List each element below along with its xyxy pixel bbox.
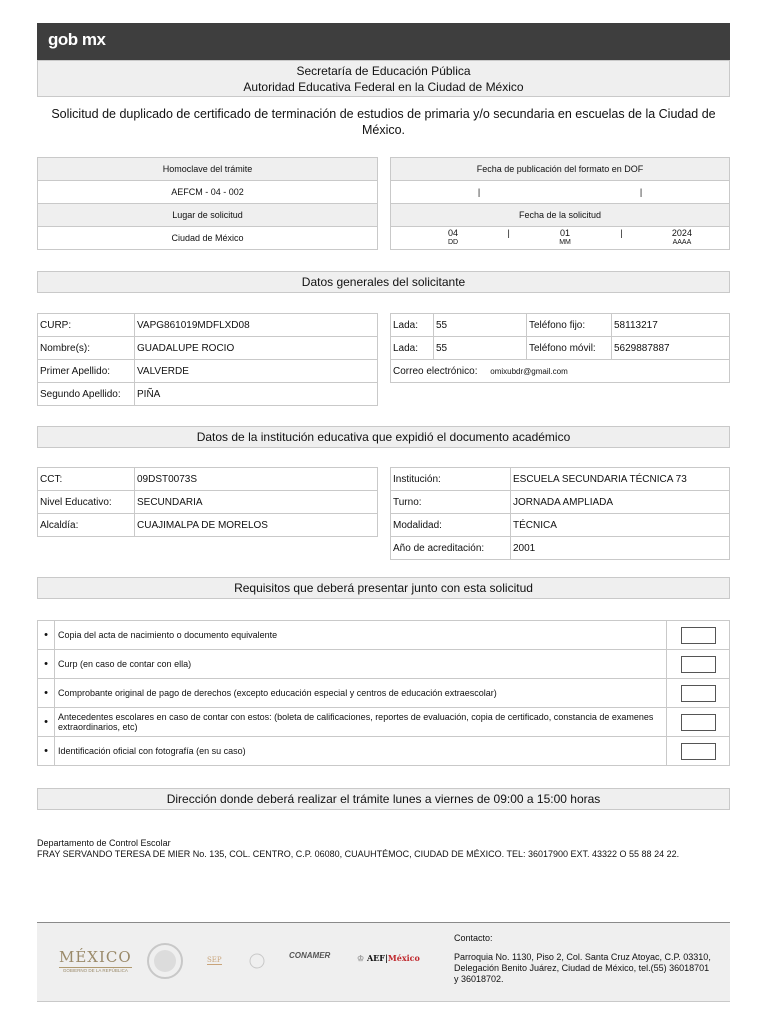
fecha-value [391, 227, 730, 250]
dof-value [391, 181, 730, 204]
fecha-anio: 2024 [671, 228, 692, 238]
requisito-row [38, 650, 730, 679]
bullet: • [38, 737, 55, 766]
institucion-value: ESCUELA SECUNDARIA TÉCNICA 73 [511, 468, 730, 491]
gobmx-logo: gob mx [48, 30, 106, 49]
aef-emblem-icon: ♔ [357, 953, 365, 963]
segundo-apellido-label: Segundo Apellido: [38, 383, 135, 406]
requisito-checkbox[interactable] [681, 685, 716, 702]
modalidad-label: Modalidad: [391, 514, 511, 537]
contact-text: Parroquia No. 1130, Piso 2, Col. Santa Cruz Atoyac, C.P. 03310, Delegación Benito Juárez, Ciudad de México, tel.(55) 36018701 y 36018702. [454, 952, 711, 984]
dof-sep-1: | [477, 187, 481, 197]
direccion-text [37, 838, 730, 860]
bullet: • [38, 621, 55, 650]
header-line2: Autoridad Educativa Federal en la Ciudad de México [243, 80, 524, 94]
alcaldia-value: CUAJIMALPA DE MORELOS [135, 514, 378, 537]
homoclave-label: Homoclave del trámite [38, 158, 378, 181]
aef-text: AEF [366, 953, 385, 963]
lada-movil-label: Lada: [391, 337, 434, 360]
requisito-checkbox[interactable] [681, 627, 716, 644]
fecha-sep-1: | [507, 228, 510, 238]
nombre-label: Nombre(s): [38, 337, 135, 360]
requisito-row [38, 679, 730, 708]
fecha-mm: MM [559, 239, 571, 246]
turno-value: JORNADA AMPLIADA [511, 491, 730, 514]
curp-value: VAPG861019MDFLXD08 [135, 314, 378, 337]
institucion-right-table [390, 467, 730, 560]
tel-movil-value: 5629887887 [612, 337, 730, 360]
nivel-label: Nivel Educativo: [38, 491, 135, 514]
bullet: • [38, 650, 55, 679]
form-title: Solicitud de duplicado de certificado de terminación de estudios de primaria y/o secundaria en escuelas de la Ciudad de México. [51, 107, 716, 137]
fecha-label: Fecha de la solicitud [391, 204, 730, 227]
dof-sep-2: | [639, 187, 643, 197]
lada-movil-value: 55 [434, 337, 527, 360]
gobmx-header-bar [37, 23, 730, 60]
primer-apellido-value: VALVERDE [135, 360, 378, 383]
cct-value: 09DST0073S [135, 468, 378, 491]
aef-mexico-text: México [387, 953, 420, 963]
dof-label: Fecha de publicación del formato en DOF [391, 158, 730, 181]
tel-movil-label: Teléfono móvil: [527, 337, 612, 360]
bullet: • [38, 708, 55, 737]
bullet: • [38, 679, 55, 708]
institucion-left-table [37, 467, 378, 537]
national-seal-icon [145, 941, 185, 981]
lugar-value: Ciudad de México [38, 227, 378, 250]
anio-value: 2001 [511, 537, 730, 560]
section-solicitante: Datos generales del solicitante [37, 271, 730, 293]
anio-label: Año de acreditación: [391, 537, 511, 560]
contact-block [454, 933, 714, 985]
requisito-checkbox[interactable] [681, 743, 716, 760]
mexico-logo [59, 948, 132, 973]
tramite-left-table [37, 157, 378, 250]
lada-fijo-value: 55 [434, 314, 527, 337]
requisito-text: Identificación oficial con fotografía (en su caso) [55, 737, 667, 766]
institution-header [37, 60, 730, 97]
correo-value: omixubdr@gmail.com [490, 366, 568, 376]
curp-label: CURP: [38, 314, 135, 337]
nombre-value: GUADALUPE ROCIO [135, 337, 378, 360]
cct-label: CCT: [38, 468, 135, 491]
mexico-logo-text: MÉXICO [59, 948, 132, 966]
segundo-apellido-value: PIÑA [135, 383, 378, 406]
requisito-text: Curp (en caso de contar con ella) [55, 650, 667, 679]
tel-fijo-label: Teléfono fijo: [527, 314, 612, 337]
requisito-row [38, 621, 730, 650]
lugar-label: Lugar de solicitud [38, 204, 378, 227]
requisito-checkbox[interactable] [681, 656, 716, 673]
section-requisitos: Requisitos que deberá presentar junto con esta solicitud [37, 577, 730, 599]
solicitante-right-table [390, 313, 730, 383]
homoclave-value: AEFCM - 04 - 002 [38, 181, 378, 204]
fecha-sep-2: | [620, 228, 623, 238]
section-direccion: Dirección donde deberá realizar el trámite lunes a viernes de 09:00 a 15:00 horas [37, 788, 730, 810]
institucion-label: Institución: [391, 468, 511, 491]
modalidad-value: TÉCNICA [511, 514, 730, 537]
footer [37, 922, 730, 1002]
requisito-text: Copia del acta de nacimiento o documento equivalente [55, 621, 667, 650]
contact-label: Contacto: [454, 933, 493, 943]
tramite-right-table [390, 157, 730, 250]
header-line1: Secretaría de Educación Pública [296, 64, 471, 78]
direccion-line1: Departamento de Control Escolar [37, 838, 171, 848]
correo-row [391, 360, 730, 383]
requisito-row [38, 737, 730, 766]
primer-apellido-label: Primer Apellido: [38, 360, 135, 383]
alcaldia-label: Alcaldía: [38, 514, 135, 537]
requisito-checkbox[interactable] [681, 714, 716, 731]
sep-logo: SEP [207, 956, 222, 964]
solicitante-left-table [37, 313, 378, 406]
mexico-logo-sub: GOBIERNO DE LA REPÚBLICA [59, 967, 132, 973]
requisito-row [38, 708, 730, 737]
conamer-logo: CONAMER [289, 951, 331, 960]
nivel-value: SECUNDARIA [135, 491, 378, 514]
turno-label: Turno: [391, 491, 511, 514]
direccion-line2: FRAY SERVANDO TERESA DE MIER No. 135, COL. CENTRO, C.P. 06080, CUAUHTÉMOC, CIUDAD DE MÉXICO. TEL: 36017900 EXT. 43322 O 55 88 24 22. [37, 849, 680, 859]
fecha-dd: DD [448, 239, 459, 246]
requisitos-table [37, 620, 730, 766]
fecha-mes: 01 [560, 228, 571, 238]
lada-fijo-label: Lada: [391, 314, 434, 337]
fecha-aaaa: AAAA [672, 239, 692, 246]
requisito-text: Antecedentes escolares en caso de contar con estos: (boleta de calificaciones, reportes de evaluación, copia de certificado, constancia de examenes extraordinarios, etc) [55, 708, 667, 737]
fecha-dia: 04 [448, 228, 459, 238]
correo-label: Correo electrónico: [393, 365, 478, 377]
emblem-icon [249, 953, 265, 969]
section-institucion: Datos de la institución educativa que expidió el documento académico [37, 426, 730, 448]
tel-fijo-value: 58113217 [612, 314, 730, 337]
aef-logo: ♔ AEF|México [357, 953, 420, 963]
requisito-text: Comprobante original de pago de derechos (excepto educación especial y centros de educación extraescolar) [55, 679, 667, 708]
